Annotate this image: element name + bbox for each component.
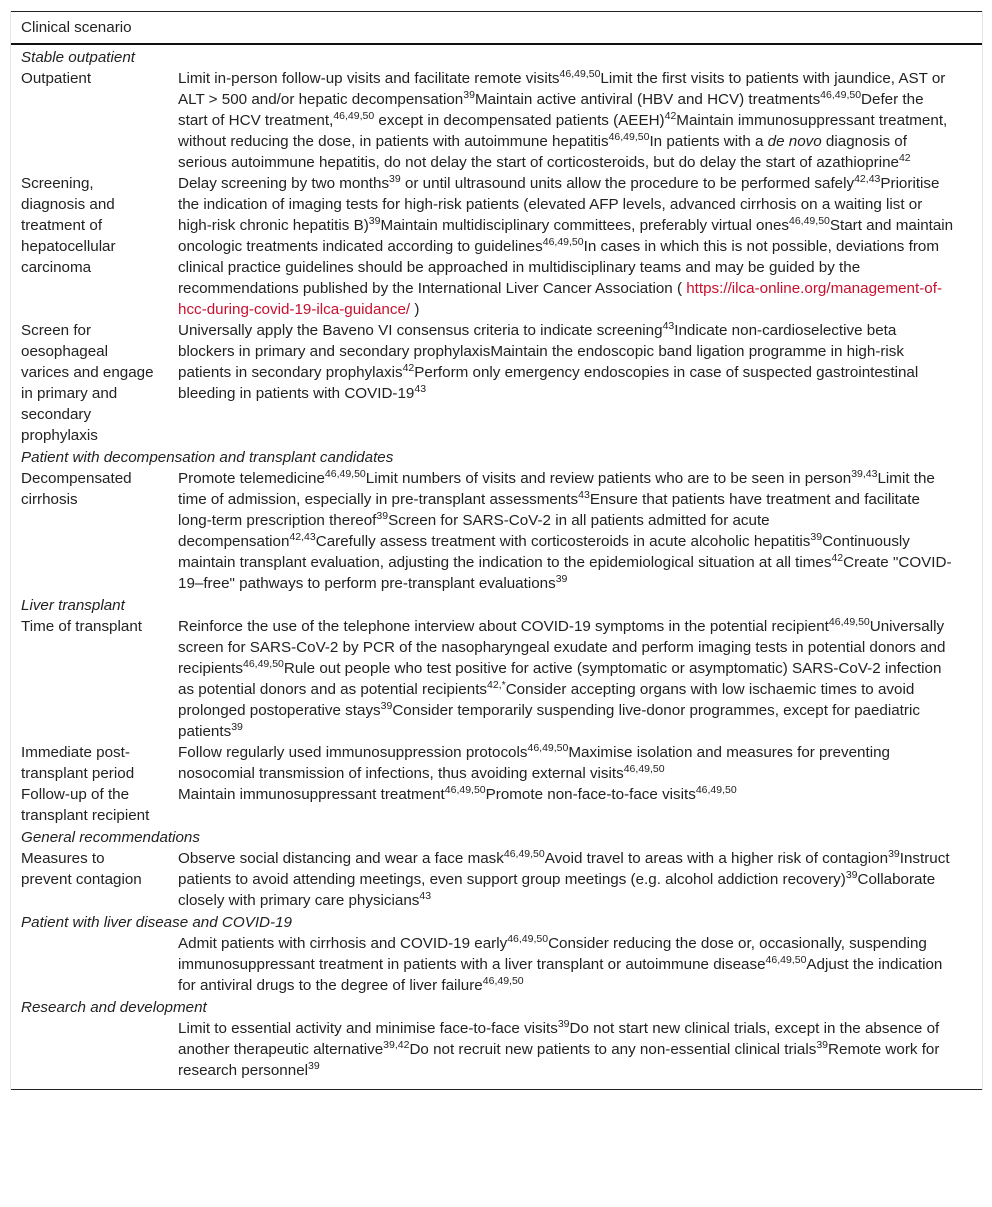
- table-row: [11, 848, 982, 911]
- citation-superscript: 46,49,50: [623, 763, 665, 775]
- scenario-cell: [11, 1018, 168, 1090]
- citation-superscript: 39: [816, 1039, 829, 1051]
- section-title: Patient with liver disease and COVID-19: [21, 914, 292, 931]
- citation-superscript: 46,49,50: [765, 954, 807, 966]
- citation-superscript: 42: [664, 110, 677, 122]
- recommendations-table: [11, 11, 982, 1090]
- citation-superscript: 46,49,50: [608, 131, 650, 143]
- recommendations-cell: Limit in-person follow-up visits and facilitate remote visits$^{46,49,50}$Limit the first visits to patients with jaundice, AST or ALT > 500 and/or hepatic decompensation$^{39}$Maintain active antiviral (HBV and HCV) treatments$^{46,49,50}$Defer the start of HCV treatment,$^{46,49,50}$ except in decompensated patients (AEEH)$^{42}$Maintain immunosuppressant treatment, without reducing the dose, in patients with autoimmune hepatitis$^{46,49,50}$In patients with a de novo diagnosis of serious autoimmune hepatitis, do not delay the start of corticosteroids, but do delay the start of azathioprine$^{42}$: [178, 68, 948, 171]
- scenario-cell: Screening, diagnosis and treatment of hepatocellular carcinoma: [21, 175, 116, 276]
- citation-superscript: 42,43: [289, 531, 316, 543]
- recommendations-cell: Admit patients with cirrhosis and COVID-19 early$^{46,49,50}$Consider reducing the dose or, occasionally, suspending immunosuppressant treatment in patients with a liver transplant or autoimmune disease$^{46,49,50}$Adjust the indication for antiviral drugs to the degree of liver failure$^{46,49,50}$: [178, 933, 943, 994]
- table-row: [11, 742, 982, 784]
- citation-superscript: 39: [845, 869, 858, 881]
- citation-superscript: 39: [555, 573, 568, 585]
- recommendations-cell: Reinforce the use of the telephone interview about COVID-19 symptoms in the potential recipient$^{46,49,50}$Universally screen for SARS-CoV-2 by PCR of the nasopharyngeal exudate and perform imaging tests in potential donors and recipients$^{46,49,50}$Rule out people who test positive for active (symptomatic or asymptomatic) SARS-CoV-2 infection as potential donors and as potential recipients$^{42,*}$Consider accepting organs with low ischaemic times to avoid prolonged postoperative stays$^{39}$Consider temporarily suspending live-donor programmes, except for paediatric patients$^{39}$: [178, 616, 946, 740]
- section-row: [11, 594, 982, 616]
- recommendations-cell: Observe social distancing and wear a face mask$^{46,49,50}$Avoid travel to areas with a higher risk of contagion$^{39}$Instruct patients to avoid attending meetings, even support group meetings (e.g. alcohol addiction recovery)$^{39}$Collaborate closely with primary care physicians$^{43}$: [178, 848, 950, 909]
- section-row: [11, 996, 982, 1018]
- citation-superscript: 43: [578, 489, 590, 501]
- recommendations-cell: Maintain immunosuppressant treatment$^{46,49,50}$Promote non-face-to-face visits$^{46,49,50}$: [178, 784, 737, 803]
- table-row: [11, 173, 982, 320]
- scenario-cell: Decompensated cirrhosis: [21, 470, 132, 508]
- scenario-cell: Follow-up of the transplant recipient: [21, 786, 150, 824]
- table-header-row: [11, 12, 982, 45]
- citation-superscript: 46,49,50: [789, 215, 830, 227]
- citation-superscript: 43: [419, 890, 432, 902]
- citation-superscript: 43: [662, 320, 675, 332]
- section-row: [11, 44, 982, 68]
- section-title: Liver transplant: [21, 597, 125, 614]
- table-row: [11, 320, 982, 446]
- citation-superscript: 46,49,50: [503, 848, 545, 860]
- citation-superscript: 43: [414, 383, 427, 395]
- recommendations-cell: Promote telemedicine$^{46,49,50}$Limit numbers of visits and review patients who are to be seen in person$^{39,43}$Limit the time of admission, especially in pre-transplant assessments$^{43}$Ensure that patients have treatment and facilitate long-term prescription thereof$^{39}$Screen for SARS-CoV-2 in all patients admitted for acute decompensation$^{42,43}$Carefully assess treatment with corticosteroids in acute alcoholic hepatitis$^{39}$Continuously maintain transplant evaluation, adjusting the indication to the epidemiological situation at all times$^{42}$Create "COVID-19–free" pathways to perform pre-transplant evaluations$^{39}$: [178, 468, 952, 592]
- citation-superscript: 42,*: [487, 679, 506, 691]
- citation-superscript: 39: [231, 721, 243, 733]
- citation-superscript: 39: [557, 1018, 570, 1030]
- scenario-cell: Outpatient: [21, 70, 92, 87]
- citation-superscript: 42: [898, 152, 911, 164]
- section-title: Research and development: [21, 999, 207, 1016]
- citation-superscript: 46,49,50: [828, 616, 870, 628]
- citation-superscript: 46,49,50: [527, 742, 569, 754]
- citation-superscript: 39: [308, 1060, 320, 1072]
- citation-superscript: 39: [463, 89, 475, 101]
- citation-superscript: 46,49,50: [444, 784, 486, 796]
- citation-superscript: 39: [380, 700, 393, 712]
- citation-superscript: 42: [402, 362, 415, 374]
- scenario-cell: Screen for oesophageal varices and engage in primary and secondary prophylaxis: [21, 322, 154, 444]
- table-row: [11, 68, 982, 173]
- citation-superscript: 39: [810, 531, 823, 543]
- citation-superscript: 46,49,50: [482, 975, 524, 987]
- citation-superscript: 46,49,50: [559, 68, 601, 80]
- citation-superscript: 46,49,50: [324, 468, 366, 480]
- recommendations-cell: Follow regularly used immunosuppression protocols$^{46,49,50}$Maximise isolation and measures for preventing nosocomial transmission of infections, thus avoiding external visits$^{46,49,50}$: [178, 742, 890, 782]
- citation-superscript: 46,49,50: [507, 933, 549, 945]
- table-row: [11, 468, 982, 594]
- italic-term: de novo: [767, 133, 822, 150]
- section-title: General recommendations: [21, 829, 200, 846]
- citation-superscript: 39: [376, 510, 389, 522]
- scenario-cell: Immediate post-transplant period: [21, 744, 135, 782]
- recommendations-cell: Limit to essential activity and minimise face-to-face visits$^{39}$Do not start new clinical trials, except in the absence of another therapeutic alternative$^{39,42}$Do not recruit new patients to any non-essential clinical trials$^{39}$Remote work for research personnel$^{39}$: [168, 1018, 982, 1090]
- citation-superscript: 39: [389, 173, 401, 185]
- citation-superscript: 46,49,50: [542, 236, 584, 248]
- section-row: [11, 826, 982, 848]
- table-row: [11, 933, 982, 996]
- citation-superscript: 46,49,50: [333, 110, 375, 122]
- citation-superscript: 42: [831, 552, 844, 564]
- recommendations-cell: Delay screening by two months$^{39}$ or until ultrasound units allow the procedure to be performed safely$^{42,43}$Prioritise the indication of imaging tests for high-risk patients (elevated AFP levels, advanced cirrhosis on a waiting list or high-risk chronic hepatitis B)$^{39}$Maintain multidisciplinary committees, preferably virtual ones$^{46,49,50}$Start and maintain oncologic treatments indicated according to guidelines$^{46,49,50}$In cases in which this is not possible, deviations from clinical practice guidelines should be approached in multidisciplinary teams and may be guided by the recommendations published by the International Liver Cancer Association ( https://ilca-online.org/management-of-hcc-during-covid-19-ilca-guidance/ ): [178, 173, 954, 318]
- ilca-guidance-link[interactable]: https://ilca-online.org/management-of-hcc-during-covid-19-ilca-guidance/: [178, 280, 943, 318]
- citation-superscript: 42,43: [854, 173, 881, 185]
- table-row: [11, 784, 982, 826]
- table-body: [11, 44, 982, 1090]
- recommendations-table-container: [10, 11, 983, 1090]
- citation-superscript: 39: [368, 215, 381, 227]
- citation-superscript: 46,49,50: [820, 89, 862, 101]
- citation-superscript: 46,49,50: [695, 784, 737, 796]
- citation-superscript: 39,43: [851, 468, 878, 480]
- column-header-clinical-scenario: Clinical scenario: [11, 12, 982, 45]
- section-title: Patient with decompensation and transplant candidates: [21, 449, 394, 466]
- citation-superscript: 39,42: [383, 1039, 410, 1051]
- table-row: [11, 1018, 982, 1090]
- section-row: [11, 446, 982, 468]
- section-row: [11, 911, 982, 933]
- citation-superscript: 46,49,50: [243, 658, 284, 670]
- table-row: [11, 616, 982, 742]
- scenario-cell: [11, 933, 168, 996]
- scenario-cell: Measures to prevent contagion: [21, 850, 142, 888]
- scenario-cell: Time of transplant: [21, 618, 142, 635]
- section-title: Stable outpatient: [21, 49, 135, 66]
- citation-superscript: 39: [888, 848, 900, 860]
- recommendations-cell: Universally apply the Baveno VI consensus criteria to indicate screening$^{43}$Indicate non-cardioselective beta blockers in primary and secondary prophylaxisMaintain the endoscopic band ligation programme in high-risk patients in secondary prophylaxis$^{42}$Perform only emergency endoscopies in case of suspected gastrointestinal bleeding in patients with COVID-$19^{43}$: [178, 320, 919, 402]
